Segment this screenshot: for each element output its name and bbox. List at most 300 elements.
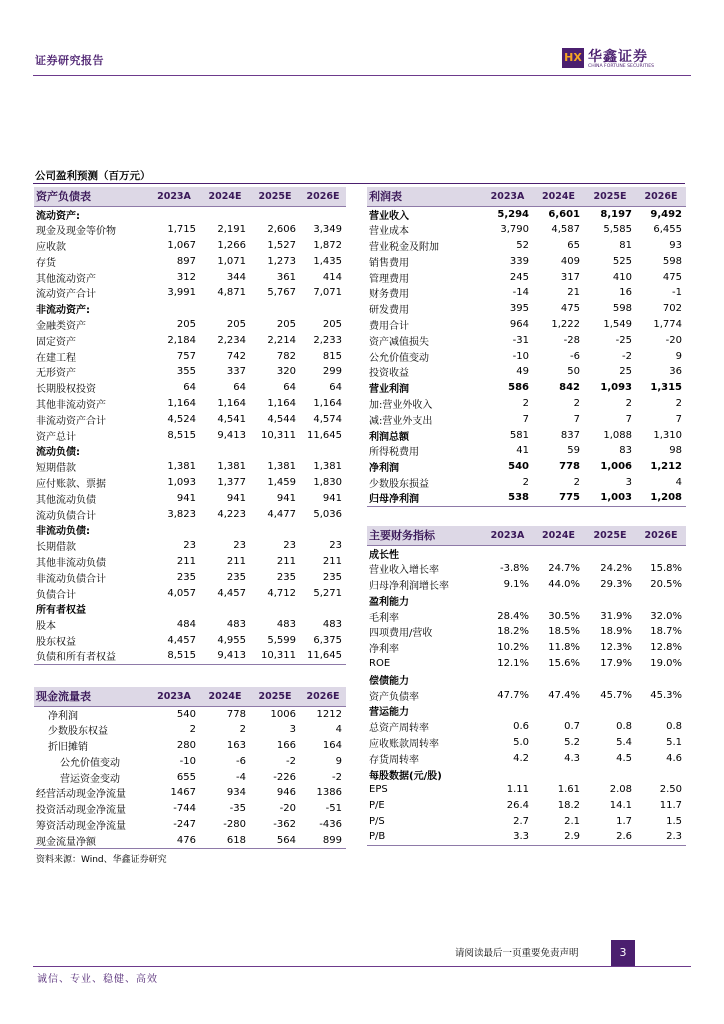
table-row xyxy=(367,671,686,687)
cell-value: 2,606 xyxy=(267,224,296,236)
cell-value: 59 xyxy=(567,445,580,457)
cell-value xyxy=(148,206,200,222)
cell-value: -2 xyxy=(286,755,296,767)
row-label: 营业收入增长率 xyxy=(369,565,439,577)
cell-value: 742 xyxy=(226,350,246,362)
balance-sheet-title: 资产负债表 xyxy=(34,187,148,206)
cell-value: 1.61 xyxy=(557,784,580,796)
cell-value: 11,645 xyxy=(300,648,346,664)
cell-value: 4,524 xyxy=(167,413,196,425)
cell-value: 5,599 xyxy=(267,634,296,646)
row-label: 流动负债合计 xyxy=(36,510,96,522)
cell-value: 20.5% xyxy=(650,578,682,590)
cell-value: 3,991 xyxy=(167,287,196,299)
row-label: 营业成本 xyxy=(369,226,409,238)
table-row xyxy=(367,459,686,475)
cell-value: 52 xyxy=(516,239,529,251)
cell-value: 1,381 xyxy=(267,461,296,473)
row-label: 现金及现金等价物 xyxy=(36,226,116,238)
cell-value xyxy=(200,601,250,617)
cell-value: 245 xyxy=(509,271,529,283)
cell-value: 1,208 xyxy=(636,490,686,506)
cell-value: 23 xyxy=(329,540,342,552)
cell-value: 18.5% xyxy=(548,626,580,638)
cell-value: 2.9 xyxy=(533,829,584,845)
row-label: 非流动资产: xyxy=(36,305,90,317)
table-row xyxy=(34,396,346,412)
cell-value: 8,197 xyxy=(600,208,632,220)
cell-value xyxy=(482,671,533,687)
cell-value: 4,223 xyxy=(217,508,246,520)
cash-flow-table xyxy=(34,687,346,849)
cell-value xyxy=(584,592,636,608)
cell-value: 581 xyxy=(509,429,529,441)
row-label: 加:营业外收入 xyxy=(369,399,433,411)
cell-value: 5,767 xyxy=(267,287,296,299)
cell-value: 9.1% xyxy=(503,578,529,590)
cell-value: 538 xyxy=(482,490,533,506)
cell-value: 476 xyxy=(148,832,200,848)
cell-value: 655 xyxy=(176,771,196,783)
row-label: 毛利率 xyxy=(369,612,399,624)
cell-value: 312 xyxy=(176,271,196,283)
cell-value: 1,381 xyxy=(167,461,196,473)
cell-value: 1,377 xyxy=(217,476,246,488)
row-label: 公允价值变动 xyxy=(60,757,120,769)
cell-value: 3.3 xyxy=(482,829,533,845)
cell-value: 344 xyxy=(226,271,246,283)
cell-value: 837 xyxy=(560,429,580,441)
table-row xyxy=(367,348,686,364)
cell-value: 0.7 xyxy=(564,721,580,733)
cell-value: -247 xyxy=(173,818,196,830)
cell-value: -6 xyxy=(236,755,246,767)
cell-value: 778 xyxy=(226,708,246,720)
cell-value: 815 xyxy=(322,350,342,362)
footer-motto: 诚信、专业、稳健、高效 xyxy=(37,974,158,985)
cell-value xyxy=(636,766,686,782)
cell-value: 4,477 xyxy=(267,508,296,520)
table-row xyxy=(367,206,686,222)
cell-value: 211 xyxy=(176,555,196,567)
table-row xyxy=(34,301,346,317)
year-header: 2025E xyxy=(584,187,636,206)
cell-value: 9,413 xyxy=(217,429,246,441)
cell-value: 14.1 xyxy=(609,800,632,812)
table-row xyxy=(367,814,686,830)
cell-value: 941 xyxy=(226,492,246,504)
row-label: 盈利能力 xyxy=(369,596,409,608)
cell-value xyxy=(533,703,584,719)
cell-value xyxy=(584,671,636,687)
cell-value xyxy=(300,301,346,317)
cell-value: 4,871 xyxy=(217,287,246,299)
cell-value: 211 xyxy=(276,555,296,567)
year-header: 2026E xyxy=(636,526,686,545)
cell-value: -4 xyxy=(236,771,246,783)
row-label: 资产总计 xyxy=(36,431,76,443)
table-row xyxy=(34,427,346,443)
cell-value: 25 xyxy=(619,366,632,378)
cell-value: 6,601 xyxy=(548,208,580,220)
cell-value: -436 xyxy=(319,818,342,830)
table-row xyxy=(34,801,346,817)
cell-value: 1,435 xyxy=(313,255,342,267)
logo-cn-text: 华鑫证券 xyxy=(588,49,648,65)
cell-value: 7 xyxy=(625,413,632,425)
cell-value: 3,349 xyxy=(313,224,342,236)
balance-sheet-table xyxy=(34,187,346,665)
cell-value: 93 xyxy=(669,239,682,251)
row-label: 少数股东权益 xyxy=(48,726,108,738)
cell-value: 2,214 xyxy=(267,334,296,346)
table-row xyxy=(34,785,346,801)
cell-value: 24.2% xyxy=(600,563,632,575)
row-label: P/S xyxy=(369,815,385,827)
cell-value: 4,541 xyxy=(217,413,246,425)
row-label: 利润总额 xyxy=(369,431,409,443)
row-label: 归母净利润 xyxy=(367,490,482,506)
table-row xyxy=(34,832,346,848)
table-row xyxy=(367,411,686,427)
cell-value: -10 xyxy=(179,755,196,767)
disclaimer-link[interactable]: 请阅读最后一页重要免责声明 xyxy=(455,948,579,959)
cell-value: 361 xyxy=(276,271,296,283)
table-row xyxy=(34,238,346,254)
table-row xyxy=(34,706,346,722)
cell-value: 205 xyxy=(322,318,342,330)
cell-value xyxy=(250,601,300,617)
cell-value: 166 xyxy=(276,739,296,751)
row-label: 股东权益 xyxy=(36,636,76,648)
cell-value: 946 xyxy=(276,787,296,799)
cell-value: 9,413 xyxy=(200,648,250,664)
cell-value: 5,585 xyxy=(603,224,632,236)
row-label: 存货周转率 xyxy=(369,754,419,766)
cell-value: 83 xyxy=(619,445,632,457)
cell-value xyxy=(533,671,584,687)
cell-value: 1,071 xyxy=(217,255,246,267)
table-row xyxy=(34,817,346,833)
cell-value: 1,093 xyxy=(167,476,196,488)
row-label: 投资活动现金净流量 xyxy=(36,805,126,817)
cell-value: -25 xyxy=(615,334,632,346)
cell-value: 23 xyxy=(183,540,196,552)
table-row xyxy=(34,601,346,617)
row-label: EPS xyxy=(369,784,388,796)
cell-value: 899 xyxy=(300,832,346,848)
row-label: 净利润 xyxy=(48,710,78,722)
cell-value: 1,212 xyxy=(650,461,682,473)
row-label: 营业收入 xyxy=(369,210,409,222)
table-row xyxy=(367,592,686,608)
cell-value xyxy=(200,443,250,459)
table-row xyxy=(34,443,346,459)
cell-value: 339 xyxy=(509,255,529,267)
cell-value: 1,164 xyxy=(313,397,342,409)
table-row xyxy=(367,285,686,301)
cell-value xyxy=(148,522,200,538)
cell-value xyxy=(250,443,300,459)
cell-value: 163 xyxy=(226,739,246,751)
cell-value: 4,057 xyxy=(167,587,196,599)
cell-value: 45.3% xyxy=(650,689,682,701)
cell-value: 164 xyxy=(322,739,342,751)
page-number: 3 xyxy=(611,940,635,966)
table-row xyxy=(34,648,346,664)
table-row xyxy=(34,633,346,649)
table-row xyxy=(34,317,346,333)
table-row xyxy=(367,766,686,782)
table-row xyxy=(34,769,346,785)
table-row xyxy=(367,490,686,506)
cell-value: 1,164 xyxy=(167,397,196,409)
cell-value: 17.9% xyxy=(600,657,632,669)
cell-value: 598 xyxy=(662,255,682,267)
cell-value: 4.6 xyxy=(666,752,682,764)
cell-value xyxy=(533,545,584,561)
year-header: 2024E xyxy=(533,526,584,545)
year-header: 2023A xyxy=(148,687,200,706)
row-label: 在建工程 xyxy=(36,352,76,364)
table-row xyxy=(34,538,346,554)
row-label: 短期借款 xyxy=(36,463,76,475)
cell-value: 64 xyxy=(183,382,196,394)
footer-divider xyxy=(33,966,691,967)
row-label: 所得税费用 xyxy=(369,447,419,459)
cell-value: 1,315 xyxy=(650,382,682,394)
cell-value: -226 xyxy=(273,771,296,783)
year-header: 2025E xyxy=(584,526,636,545)
cell-value: 235 xyxy=(176,571,196,583)
cell-value xyxy=(636,592,686,608)
row-label: 所有者权益 xyxy=(36,605,86,617)
cell-value: 2 xyxy=(522,397,529,409)
row-label: 财务费用 xyxy=(369,289,409,301)
cell-value: 1,715 xyxy=(167,224,196,236)
cell-value: 2,184 xyxy=(167,334,196,346)
year-header: 2025E xyxy=(250,687,300,706)
table-row xyxy=(367,238,686,254)
table-row xyxy=(367,222,686,238)
row-label: P/E xyxy=(369,800,385,812)
cell-value: 2.50 xyxy=(659,784,682,796)
table-row xyxy=(367,269,686,285)
cell-value: 2 xyxy=(239,724,246,736)
cell-value: 19.0% xyxy=(650,657,682,669)
year-header: 2026E xyxy=(300,687,346,706)
cell-value: 2.3 xyxy=(636,829,686,845)
cell-value: 9 xyxy=(675,350,682,362)
cell-value: 6,375 xyxy=(313,634,342,646)
row-label: 无形资产 xyxy=(36,368,76,380)
cell-value: 2 xyxy=(573,397,580,409)
table-row xyxy=(367,443,686,459)
cell-value: 18.2 xyxy=(557,800,580,812)
row-label: 现金流量净额 xyxy=(34,832,148,848)
cell-value xyxy=(482,545,533,561)
cell-value: 3,790 xyxy=(500,224,529,236)
year-header: 2024E xyxy=(200,687,250,706)
cell-value: 1.5 xyxy=(666,815,682,827)
year-header: 2023A xyxy=(482,526,533,545)
table-row xyxy=(34,522,346,538)
cell-value: 9 xyxy=(335,755,342,767)
logo-mark-icon: HX xyxy=(562,48,584,68)
row-label: 应收账款周转率 xyxy=(369,738,439,750)
cell-value xyxy=(300,522,346,538)
cell-value: 5.1 xyxy=(666,736,682,748)
cell-value: 483 xyxy=(226,619,246,631)
table-row xyxy=(34,380,346,396)
cell-value: -20 xyxy=(665,334,682,346)
cell-value: 1,164 xyxy=(267,397,296,409)
row-label: 负债和所有者权益 xyxy=(34,648,148,664)
cell-value: 1386 xyxy=(316,787,342,799)
row-label: 非流动资产合计 xyxy=(36,415,106,427)
cell-value: 5.0 xyxy=(513,736,529,748)
cell-value: 475 xyxy=(560,303,580,315)
cell-value: 702 xyxy=(662,303,682,315)
cell-value: 235 xyxy=(226,571,246,583)
cell-value: 18.2% xyxy=(497,626,529,638)
cell-value: 4.2 xyxy=(513,752,529,764)
row-label: 长期股权投资 xyxy=(36,384,96,396)
row-label: 归母净利润增长率 xyxy=(369,580,449,592)
cell-value: 941 xyxy=(176,492,196,504)
cell-value: 320 xyxy=(276,366,296,378)
cell-value: 483 xyxy=(276,619,296,631)
cell-value xyxy=(636,671,686,687)
cell-value xyxy=(200,206,250,222)
cell-value xyxy=(533,592,584,608)
row-label: 其他非流动负债 xyxy=(36,557,106,569)
table-row xyxy=(367,545,686,561)
cell-value: 8,515 xyxy=(167,429,196,441)
row-label: 存货 xyxy=(36,257,56,269)
row-label: 其他流动资产 xyxy=(36,273,96,285)
row-label: 应付账款、票据 xyxy=(36,478,106,490)
table-row xyxy=(367,427,686,443)
cell-value: 1,549 xyxy=(603,318,632,330)
cell-value: 598 xyxy=(612,303,632,315)
row-label: 少数股东损益 xyxy=(369,478,429,490)
logo-en-text: CHINA FORTUNE SECURITIES xyxy=(588,64,655,69)
row-label: 筹资活动现金净流量 xyxy=(36,820,126,832)
cell-value: 4,587 xyxy=(551,224,580,236)
cell-value: -14 xyxy=(512,287,529,299)
cell-value: 4,544 xyxy=(267,413,296,425)
cell-value: 2,234 xyxy=(217,334,246,346)
row-label: 研发费用 xyxy=(369,305,409,317)
row-label: 营业利润 xyxy=(369,384,409,396)
row-label: 减:营业外支出 xyxy=(369,415,433,427)
cell-value: 4,574 xyxy=(313,413,342,425)
cell-value: 49 xyxy=(516,366,529,378)
cell-value: -280 xyxy=(223,818,246,830)
cell-value xyxy=(636,545,686,561)
cell-value xyxy=(584,703,636,719)
cell-value: 1.11 xyxy=(506,784,529,796)
table-row xyxy=(34,332,346,348)
row-label: 偿债能力 xyxy=(369,675,409,687)
cell-value: 618 xyxy=(200,832,250,848)
cell-value: 1,527 xyxy=(267,239,296,251)
table-row xyxy=(34,206,346,222)
year-header: 2025E xyxy=(250,187,300,206)
cell-value: 29.3% xyxy=(600,578,632,590)
table-row xyxy=(34,222,346,238)
cell-value: 1,774 xyxy=(653,318,682,330)
row-label: 应收款 xyxy=(36,241,66,253)
cell-value: 1212 xyxy=(316,708,342,720)
table-row xyxy=(367,561,686,577)
table-row xyxy=(367,703,686,719)
cell-value: -51 xyxy=(325,803,342,815)
row-label: 折旧摊销 xyxy=(48,741,88,753)
cell-value: 2.6 xyxy=(584,829,636,845)
cell-value: 44.0% xyxy=(548,578,580,590)
cell-value: -31 xyxy=(512,334,529,346)
cell-value: 483 xyxy=(322,619,342,631)
cell-value xyxy=(533,766,584,782)
cell-value: 23 xyxy=(233,540,246,552)
cell-value: 50 xyxy=(567,366,580,378)
cell-value: 21 xyxy=(567,287,580,299)
cell-value: 934 xyxy=(226,787,246,799)
cell-value: 205 xyxy=(276,318,296,330)
table-row xyxy=(367,577,686,593)
cell-value xyxy=(300,601,346,617)
table-row xyxy=(34,617,346,633)
table-row xyxy=(34,348,346,364)
cell-value xyxy=(148,443,200,459)
row-label: 费用合计 xyxy=(369,320,409,332)
year-header: 2024E xyxy=(200,187,250,206)
cell-value: 2 xyxy=(675,397,682,409)
row-label: 非流动负债合计 xyxy=(36,573,106,585)
table-row xyxy=(367,624,686,640)
cell-value: 5,294 xyxy=(497,208,529,220)
cell-value: 0.8 xyxy=(666,721,682,733)
cell-value: 15.8% xyxy=(650,563,682,575)
cell-value: 941 xyxy=(276,492,296,504)
cell-value: 1,830 xyxy=(313,476,342,488)
cell-value: 1,273 xyxy=(267,255,296,267)
cell-value: 3,823 xyxy=(167,508,196,520)
year-header: 2023A xyxy=(148,187,200,206)
row-label: 资产负债率 xyxy=(369,691,419,703)
financial-ratios-title: 主要财务指标 xyxy=(367,526,482,545)
row-label: 股本 xyxy=(36,621,56,633)
cell-value: 65 xyxy=(567,239,580,251)
table-row xyxy=(34,554,346,570)
cell-value: 16 xyxy=(619,287,632,299)
table-row xyxy=(34,411,346,427)
cell-value: 1,093 xyxy=(600,382,632,394)
forecast-divider xyxy=(33,183,685,184)
cell-value: -1 xyxy=(672,287,682,299)
table-row xyxy=(367,782,686,798)
cell-value: 4 xyxy=(675,476,682,488)
cell-value: 1.7 xyxy=(616,815,632,827)
cell-value: -6 xyxy=(570,350,580,362)
cell-value: 1,459 xyxy=(267,476,296,488)
row-label: 四项费用/营收 xyxy=(369,628,433,640)
cell-value: 4,457 xyxy=(167,634,196,646)
table-row xyxy=(367,750,686,766)
cell-value: 7,071 xyxy=(313,287,342,299)
